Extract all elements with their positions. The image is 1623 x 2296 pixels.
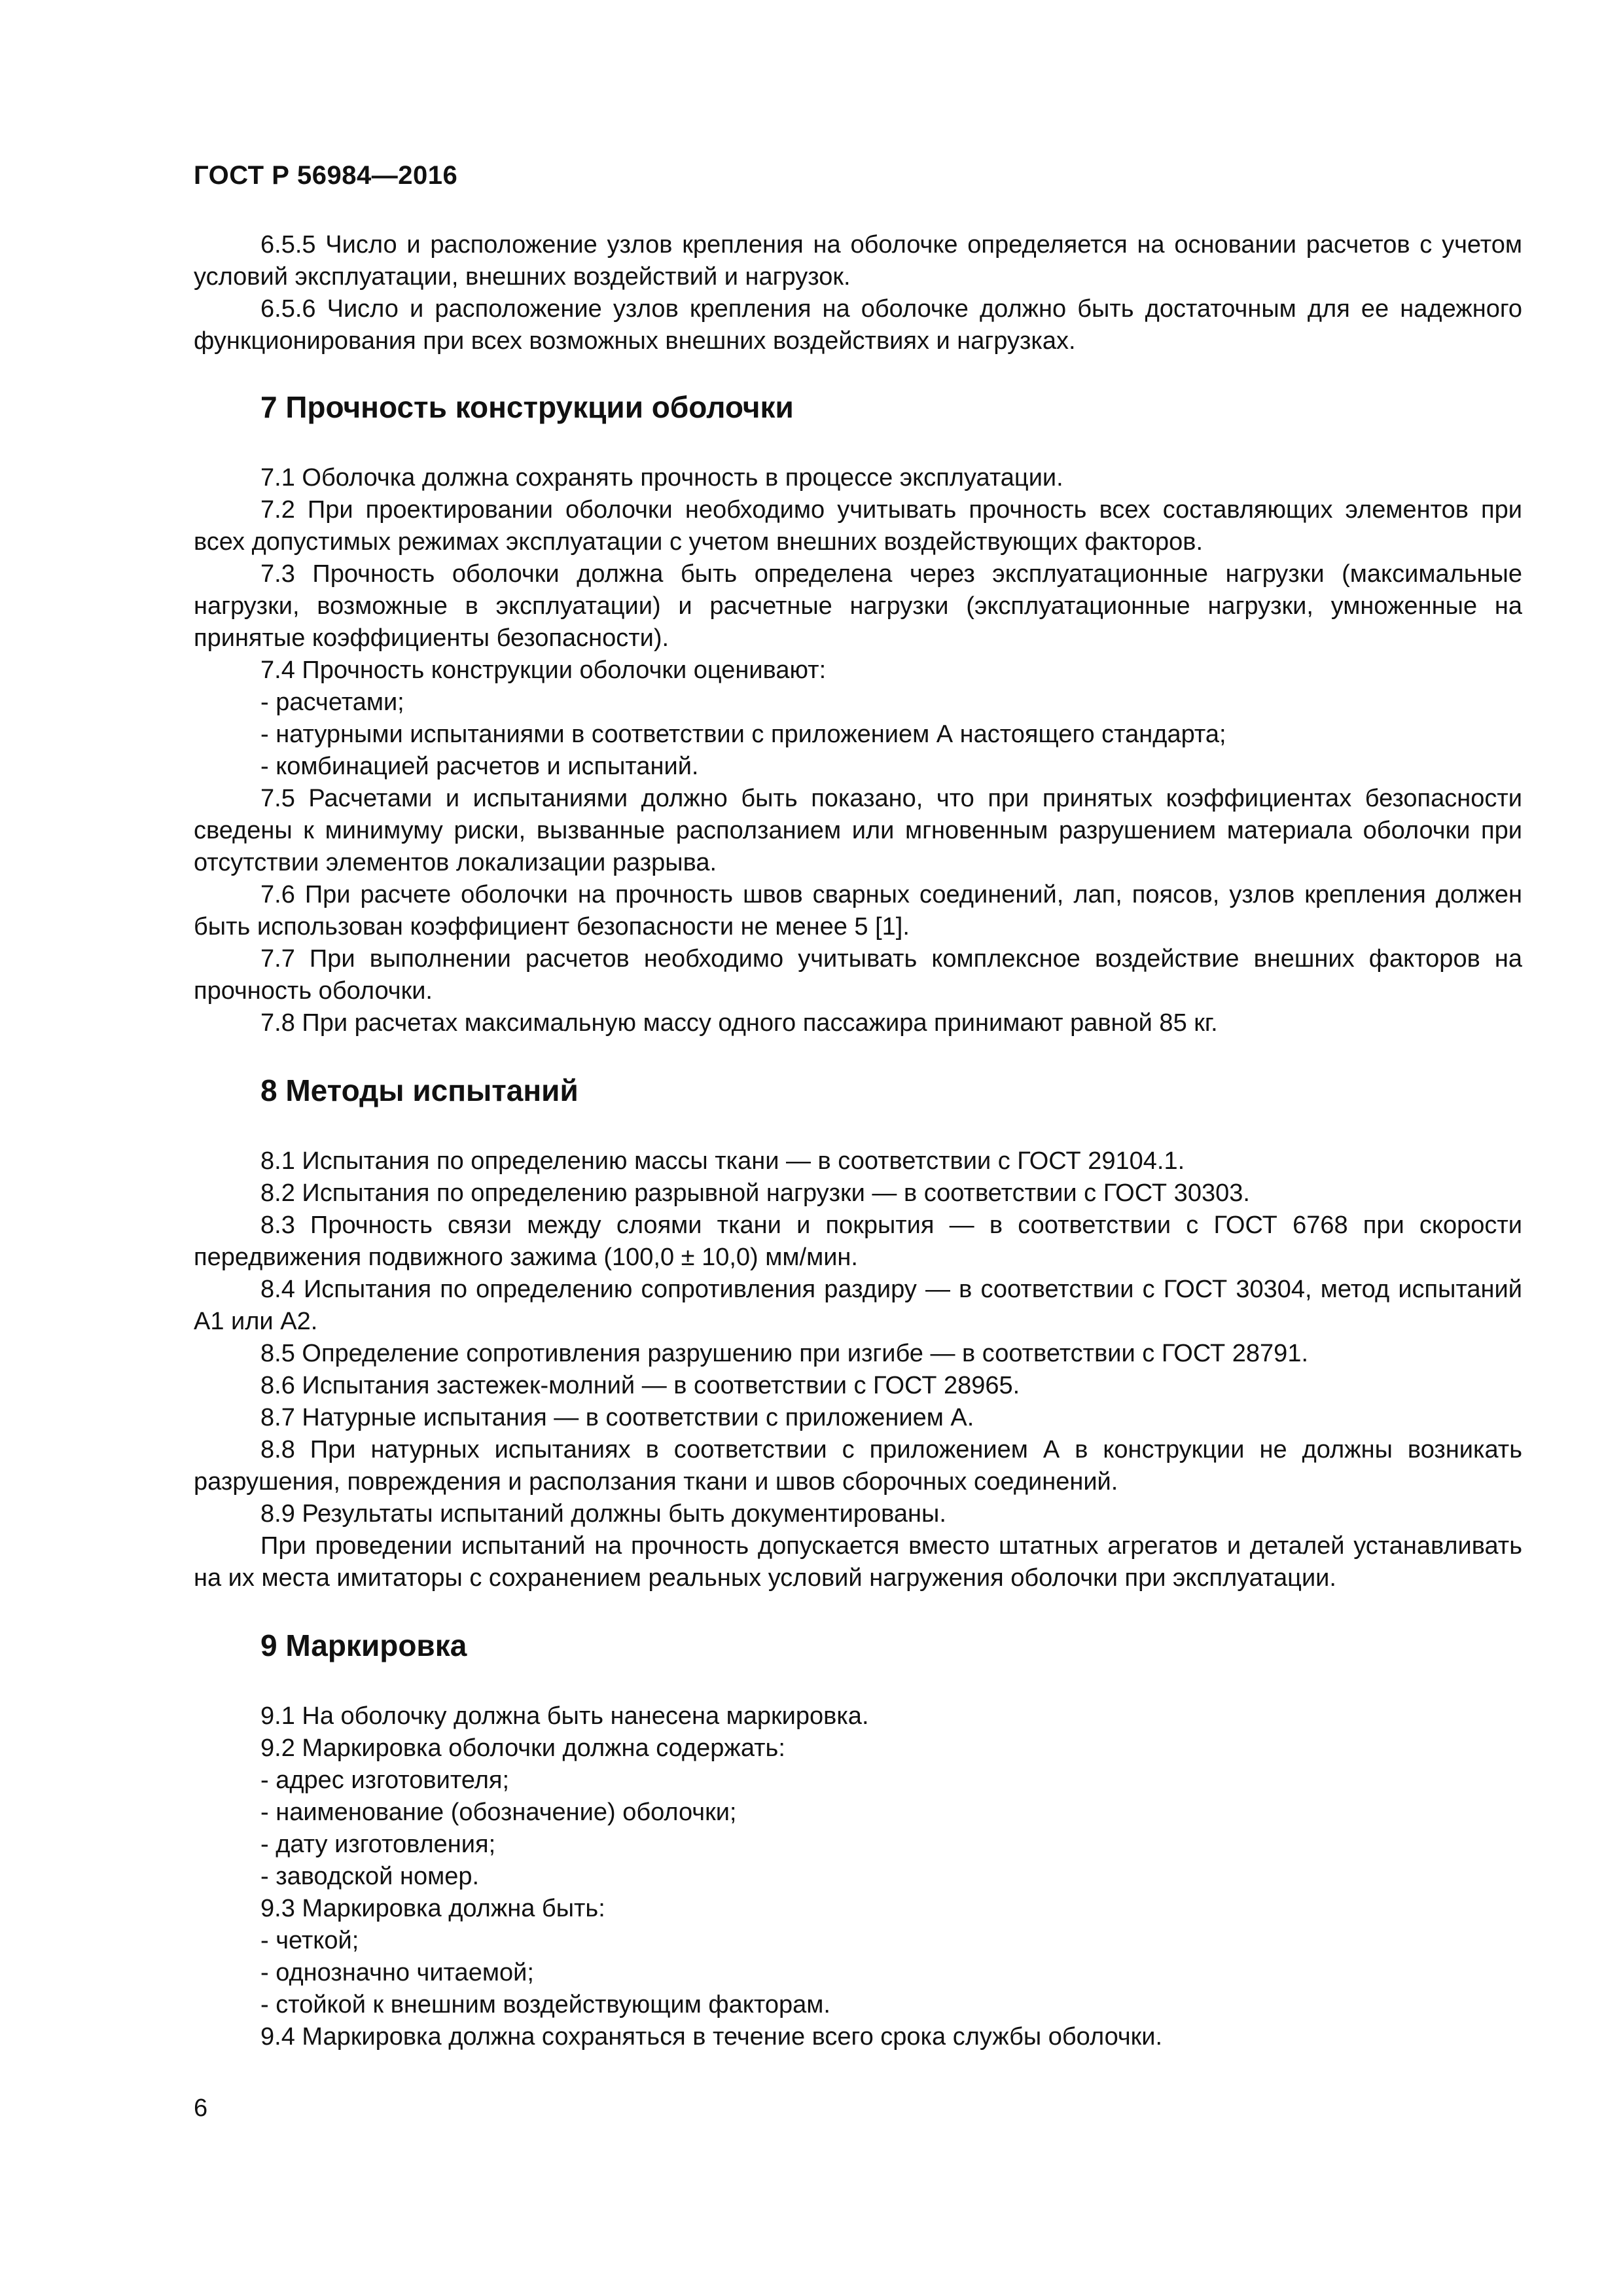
- list-item: - стойкой к внешним воздействующим факторам.: [260, 1991, 830, 2018]
- list-item: - наименование (обозначение) оболочки;: [260, 1799, 737, 1826]
- paragraph-9-3: 9.3 Маркировка должна быть:: [260, 1895, 605, 1922]
- section-9-title: 9 Маркировка: [260, 1628, 467, 1662]
- paragraph-7-8: 7.8 При расчетах максимальную массу одного пассажира принимают равной 85 кг.: [260, 1009, 1218, 1037]
- paragraph-8-2: 8.2 Испытания по определению разрывной нагрузки — в соответствии с ГОСТ 30303.: [260, 1179, 1250, 1207]
- paragraph-9-1: 9.1 На оболочку должна быть нанесена маркировка.: [260, 1702, 869, 1730]
- paragraph-8-8: 8.8 При натурных испытаниях в соответствии с приложением А в конструкции не должны возникать разрушения, повреждения и расползания ткани и швов сборочных соединений.: [194, 1436, 1522, 1496]
- document-body: [194, 229, 1522, 2053]
- paragraph-8-7: 8.7 Натурные испытания — в соответствии с приложением А.: [260, 1404, 974, 1431]
- paragraph-8-9: 8.9 Результаты испытаний должны быть документированы.: [260, 1500, 946, 1528]
- list-item: - натурными испытаниями в соответствии с приложением А настоящего стандарта;: [260, 721, 1226, 748]
- paragraph-9-4: 9.4 Маркировка должна сохраняться в течение всего срока службы оболочки.: [260, 2023, 1163, 2051]
- paragraph-6-5-6: 6.5.6 Число и расположение узлов крепления на оболочке должно быть достаточным для ее надежного функционирования при всех возможных внешних воздействиях и нагрузках.: [194, 295, 1522, 355]
- list-item: - расчетами;: [260, 689, 404, 716]
- paragraph-7-4: 7.4 Прочность конструкции оболочки оценивают:: [260, 656, 827, 684]
- paragraph-8-5: 8.5 Определение сопротивления разрушению при изгибе — в соответствии с ГОСТ 28791.: [260, 1340, 1309, 1367]
- paragraph-7-6: 7.6 При расчете оболочки на прочность швов сварных соединений, лап, поясов, узлов крепления должен быть использован коэффициент безопасности не менее 5 [1].: [194, 881, 1522, 941]
- list-item: - однозначно читаемой;: [260, 1959, 534, 1986]
- paragraph-8-3: 8.3 Прочность связи между слоями ткани и покрытия — в соответствии с ГОСТ 6768 при скорости передвижения подвижного зажима (100,0 ± 10,0) мм/мин.: [194, 1211, 1522, 1271]
- paragraph-6-5-5: 6.5.5 Число и расположение узлов крепления на оболочке определяется на основании расчетов с учетом условий эксплуатации, внешних воздействий и нагрузок.: [194, 231, 1522, 291]
- paragraph-8-1: 8.1 Испытания по определению массы ткани — в соответствии с ГОСТ 29104.1.: [260, 1147, 1185, 1175]
- paragraph-7-1: 7.1 Оболочка должна сохранять прочность в процессе эксплуатации.: [260, 464, 1063, 492]
- section-7-title: 7 Прочность конструкции оболочки: [260, 390, 794, 424]
- list-item: - заводской номер.: [260, 1863, 480, 1890]
- list-item: - четкой;: [260, 1927, 359, 1954]
- paragraph-8-4: 8.4 Испытания по определению сопротивления раздиру — в соответствии с ГОСТ 30304, метод испытаний А1 или А2.: [194, 1276, 1522, 1335]
- section-8-title: 8 Методы испытаний: [260, 1073, 579, 1107]
- paragraph-7-2: 7.2 При проектировании оболочки необходимо учитывать прочность всех составляющих элементов при всех допустимых режимах эксплуатации с учетом внешних воздействующих факторов.: [194, 496, 1522, 556]
- page-number: 6: [194, 2094, 208, 2122]
- list-item: - адрес изготовителя;: [260, 1767, 509, 1794]
- document-header: ГОСТ Р 56984—2016: [194, 161, 458, 190]
- paragraph-7-5: 7.5 Расчетами и испытаниями должно быть показано, что при принятых коэффициентах безопасности сведены к минимуму риски, вызванные расползанием или мгновенным разрушением материала оболочки при отсутствии элементов локализации разрыва.: [194, 785, 1522, 876]
- paragraph-9-2: 9.2 Маркировка оболочки должна содержать:: [260, 1734, 785, 1762]
- paragraph-8-6: 8.6 Испытания застежек-молний — в соответствии с ГОСТ 28965.: [260, 1372, 1020, 1399]
- paragraph-8-note: При проведении испытаний на прочность допускается вместо штатных агрегатов и деталей устанавливать на их места имитаторы с сохранением реальных условий нагружения оболочки при эксплуатации.: [194, 1532, 1522, 1592]
- list-item: - дату изготовления;: [260, 1831, 496, 1858]
- paragraph-7-7: 7.7 При выполнении расчетов необходимо учитывать комплексное воздействие внешних факторов на прочность оболочки.: [194, 945, 1522, 1005]
- paragraph-7-3: 7.3 Прочность оболочки должна быть определена через эксплуатационные нагрузки (максимальные нагрузки, возможные в эксплуатации) и расчетные нагрузки (эксплуатационные нагрузки, умноженные на принятые коэффициенты безопасности).: [194, 560, 1522, 652]
- list-item: - комбинацией расчетов и испытаний.: [260, 753, 699, 780]
